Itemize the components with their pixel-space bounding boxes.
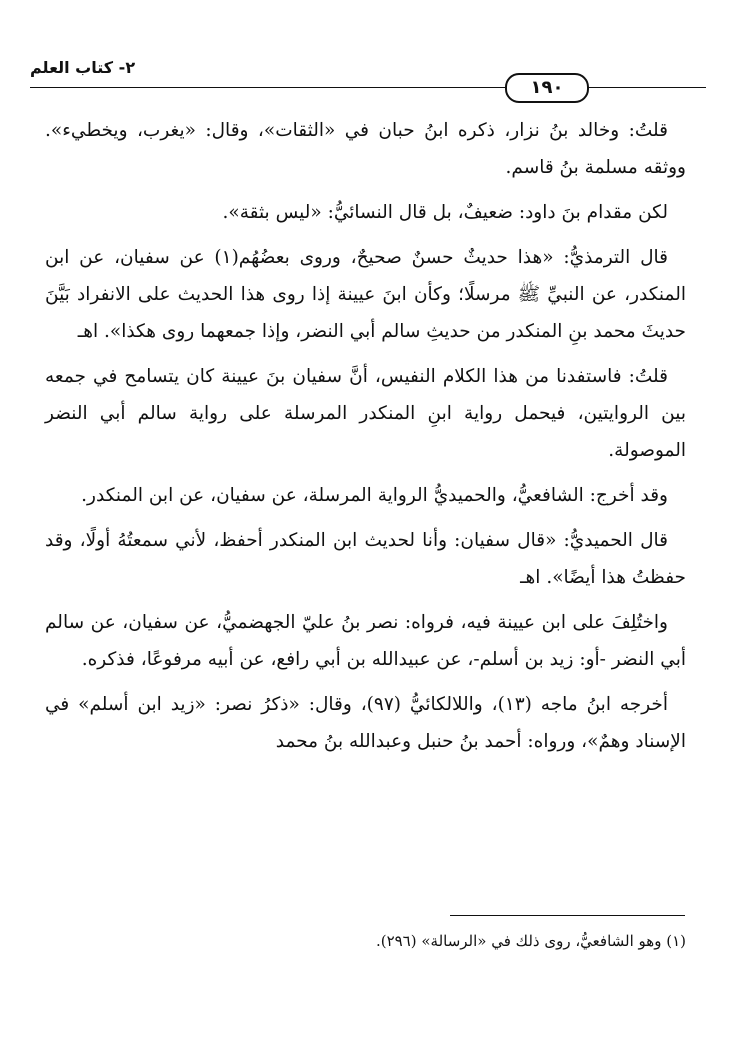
- page-number: ١٩٠: [505, 73, 589, 103]
- paragraph-5: وقد أخرج: الشافعيُّ، والحميديُّ الرواية المرسلة، عن سفيان، عن ابن المنكدر.: [81, 485, 668, 506]
- paragraph-1: قلتُ: وخالد بنُ نزار، ذكره ابنُ حبان في «الثقات»، وقال: «يغرب، ويخطيء». ووثقه مسلمة بنُ قاسم.: [45, 120, 686, 178]
- footnote-rule: [450, 915, 685, 916]
- paragraph-7: واختُلِفَ على ابن عيينة فيه، فرواه: نصر بنُ عليّ الجهضميُّ، عن سفيان، عن سالم أبي النضر -أو: زيد بن أسلم-، عن عبيدالله بن أبي رافع، عن أبيه مرفوعًا، فذكره.: [45, 612, 686, 670]
- paragraph-2: لكن مقدام بنَ داود: ضعيفٌ، بل قال النسائيُّ: «ليس بثقة».: [222, 202, 668, 223]
- paragraph-8: أخرجه ابنُ ماجه (١٣)، واللالكائيُّ (٩٧)، وقال: «ذكرُ نصر: «زيد ابن أسلم» في الإسناد وهمٌ»، ورواه: أحمد بنُ حنبل وعبدالله بنُ محمد: [45, 694, 686, 752]
- paragraph-3: قال الترمذيُّ: «هذا حديثٌ حسنٌ صحيحٌ، وروى بعضُهُم(١) عن سفيان، عن ابن المنكدر، عن النبيِّ ﷺ مرسلًا؛ وكأن ابنَ عيينة إذا روى هذا الحديث على الانفراد بَيَّنَ حديثَ محمد بنِ المنكدر من حديثِ سالم أبي النضر، وإذا جمعهما روى هكذا». اهـ: [45, 247, 686, 342]
- body-text: [45, 112, 686, 768]
- header-rule: [30, 87, 706, 88]
- paragraph-4: قلتُ: فاستفدنا من هذا الكلام النفيس، أنَّ سفيان بنَ عيينة كان يتسامح في جمعه بين الروايتين، فيحمل رواية ابنِ المنكدر المرسلة على رواية سالم أبي النضر الموصولة.: [45, 366, 686, 461]
- chapter-title: ٢- كتاب العلم: [30, 58, 136, 77]
- footnote: (١) وهو الشافعيُّ، روى ذلك في «الرسالة» (٢٩٦).: [375, 932, 686, 950]
- paragraph-6: قال الحميديُّ: «قال سفيان: وأنا لحديث ابن المنكدر أحفظ، لأني سمعتُهُ أولًا، وقد حفظتُ هذا أيضًا». اهـ: [45, 530, 686, 588]
